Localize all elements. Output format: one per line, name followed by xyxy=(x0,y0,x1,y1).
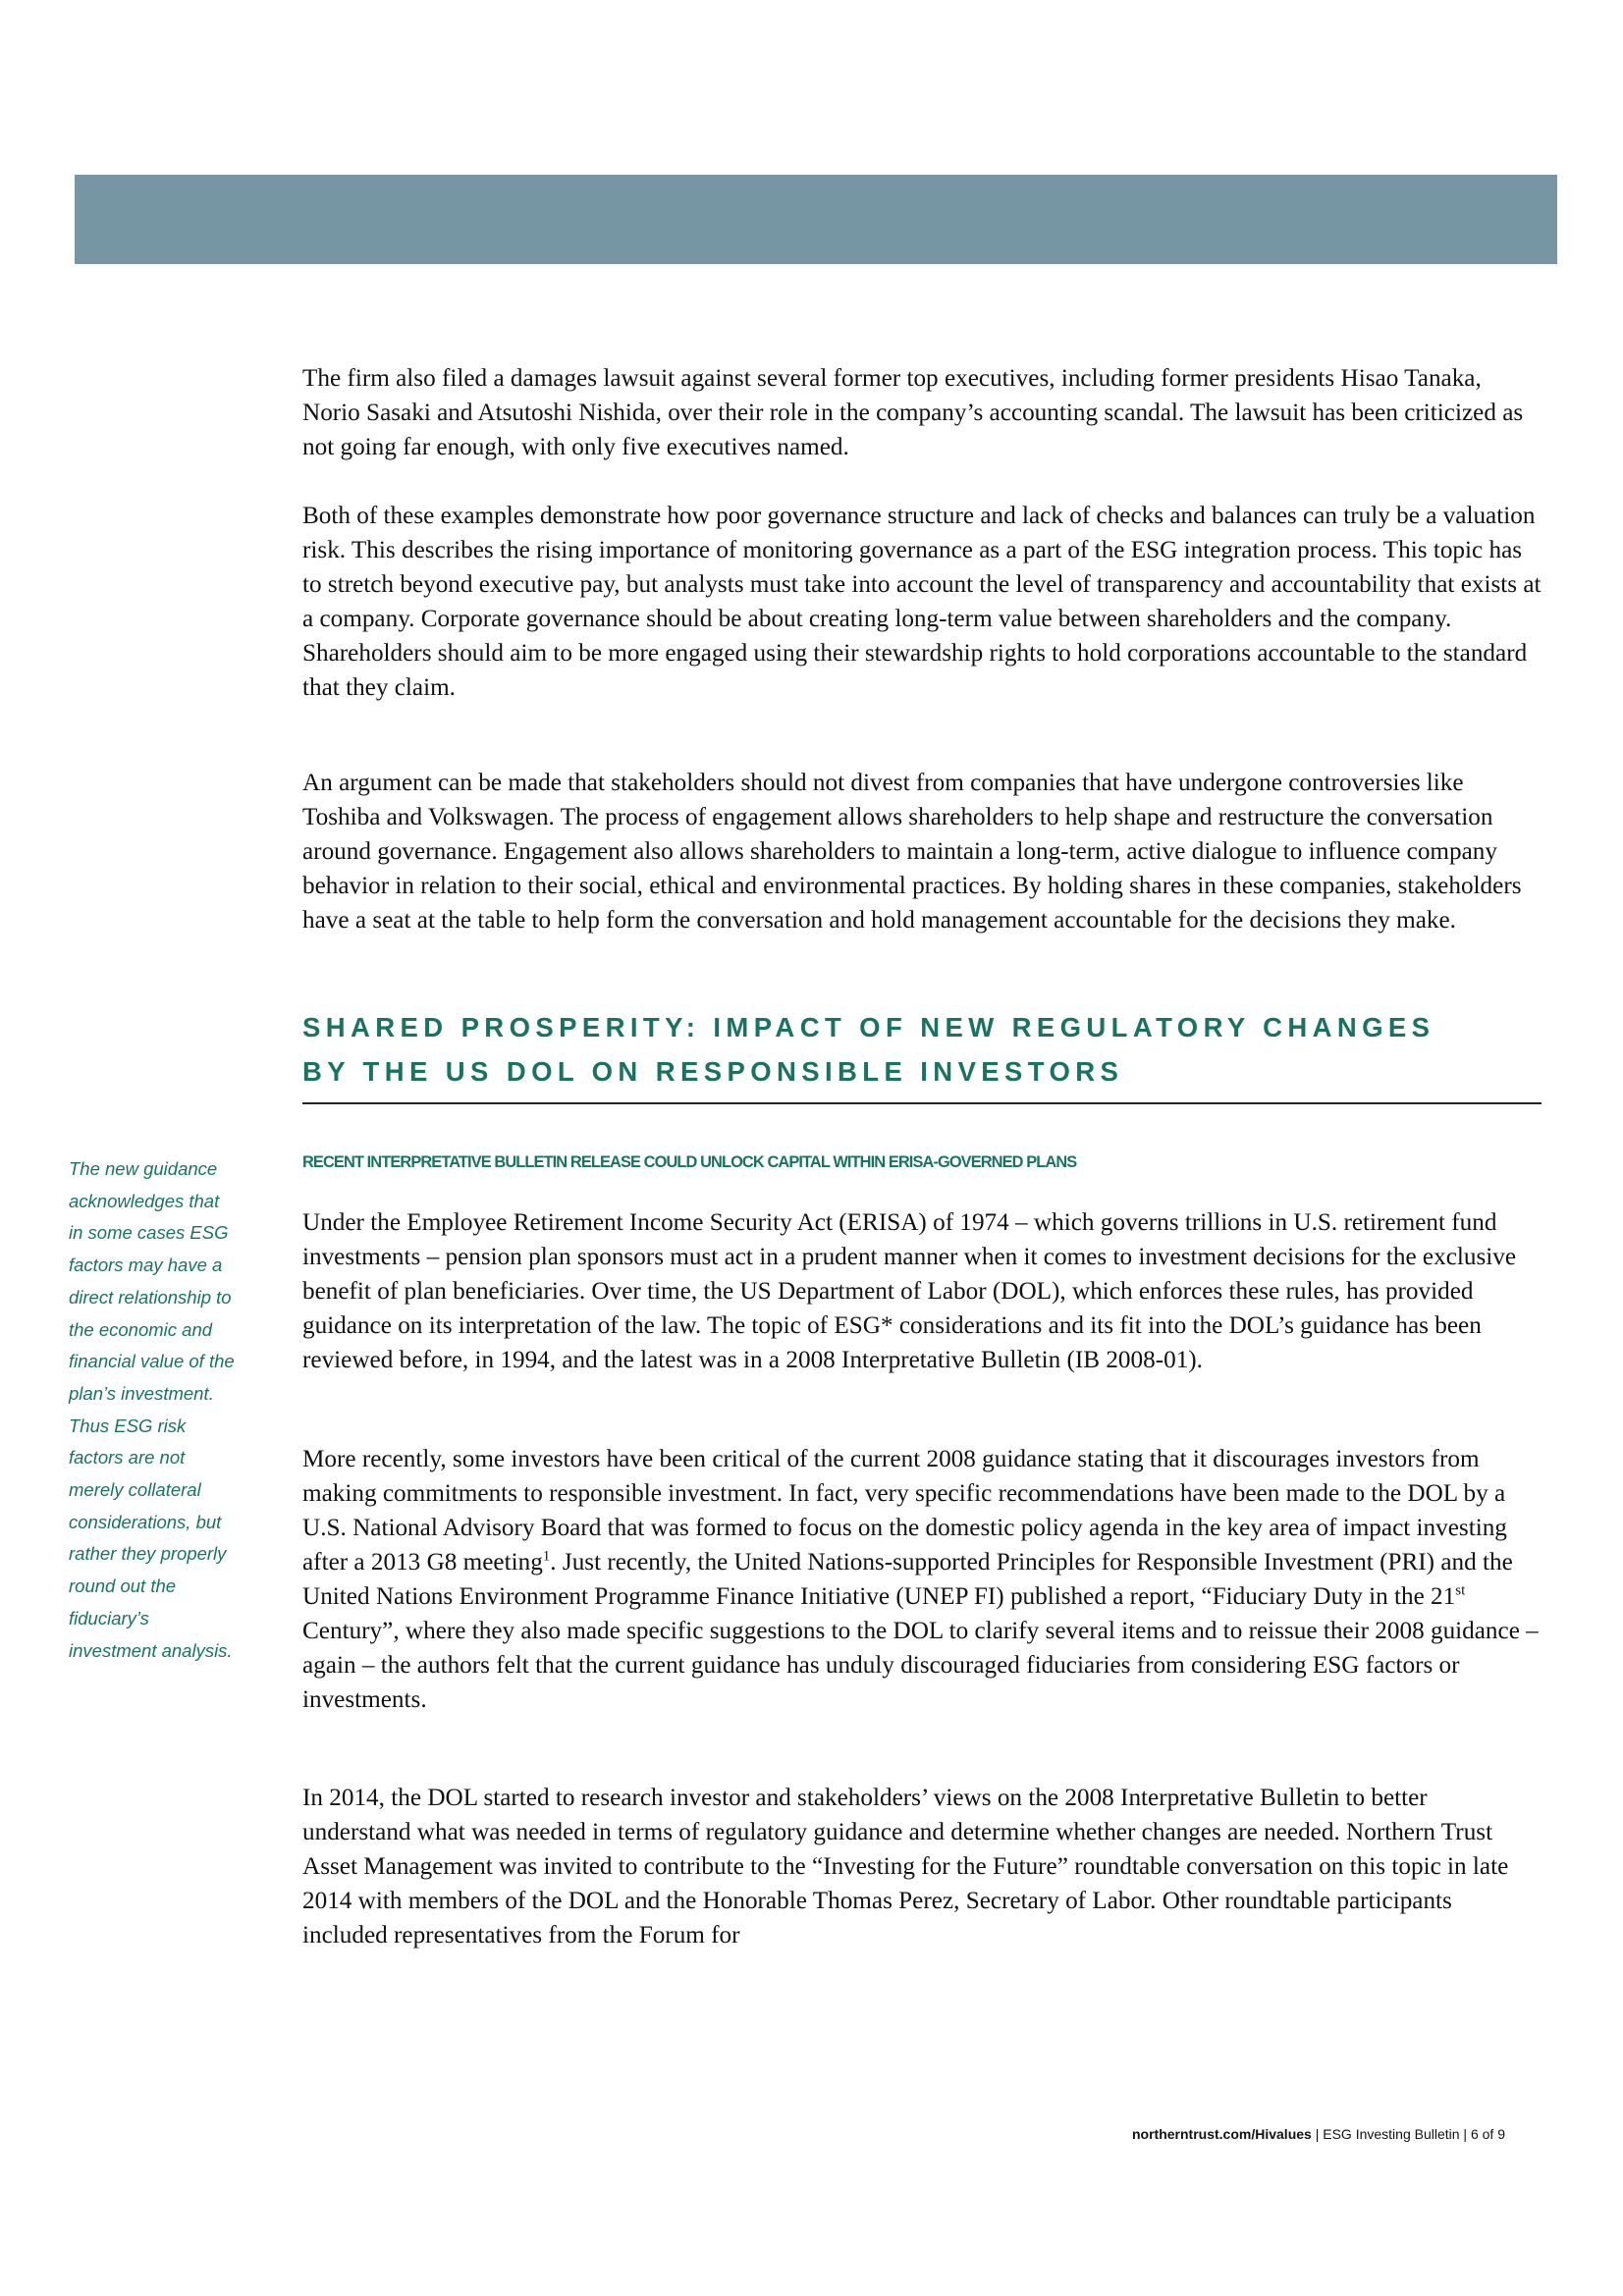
footer-publication: ESG Investing Bulletin xyxy=(1323,2126,1460,2142)
paragraph-text: Century”, where they also made specific suggestions to the DOL to clarify several items and to reissue their 2008 guidance – again – the authors felt that the current guidance has unduly discouraged fiduciaries from considering ESG factors or investments. xyxy=(302,1618,1539,1713)
paragraph-text: . Just recently, the United Nations-supported Principles for Responsible Investment (PRI) and the United Nations Environment Programme Finance Initiative (UNEP FI) published a report, “Fiduciary Duty in the 21 xyxy=(302,1549,1513,1610)
body-paragraph: Under the Employee Retirement Income Security Act (ERISA) of 1974 – which governs trillions in U.S. retirement fund investments – pension plan sponsors must act in a prudent manner when it comes to investment decisions for the exclusive benefit of plan beneficiaries. Over time, the US Department of Labor (DOL), which enforces these rules, has provided guidance on its interpretation of the law. The topic of ESG* considerations and its fit into the DOL’s guidance has been reviewed before, in 1994, and the latest was in a 2008 Interpretative Bulletin (IB 2008-01). xyxy=(302,1209,1517,1373)
body-paragraph: Both of these examples demonstrate how poor governance structure and lack of checks and balances can truly be a valuation risk. This describes the rising importance of monitoring governance as a part of the ESG integration process. This topic has to stretch beyond executive pay, but analysts must take into account the level of transparency and accountability that exists at a company. Corporate governance should be about creating long-term value between shareholders and the company. Shareholders should aim to be more engaged using their stewardship rights to hold corporations accountable to the standard that they claim. xyxy=(302,503,1542,701)
body-paragraph xyxy=(302,1442,1542,1717)
footnote-marker[interactable]: 1 xyxy=(542,1548,551,1565)
section-subheading: RECENT INTERPRETATIVE BULLETIN RELEASE COULD UNLOCK CAPITAL WITHIN ERISA-GOVERNED PLANS xyxy=(302,1153,1077,1171)
footer-separator: | xyxy=(1311,2126,1324,2142)
footer-separator: | xyxy=(1459,2126,1471,2142)
section-heading xyxy=(302,1005,1542,1094)
ordinal-suffix: st xyxy=(1455,1582,1466,1599)
section-heading-line-2: BY THE US DOL ON RESPONSIBLE INVESTORS xyxy=(302,1056,1124,1087)
body-paragraph: In 2014, the DOL started to research investor and stakeholders’ views on the 2008 Interpretative Bulletin to better understand what was needed in terms of regulatory guidance and determine whether changes are needed. Northern Trust Asset Management was invited to contribute to the “Investing for the Future” roundtable conversation on this topic in late 2014 with members of the DOL and the Honorable Thomas Perez, Secretary of Labor. Other roundtable participants included representatives from the Forum for xyxy=(302,1785,1509,1949)
body-paragraph: The firm also filed a damages lawsuit against several former top executives, including former presidents Hisao Tanaka, Norio Sasaki and Atsutoshi Nishida, over their role in the company’s accounting scandal. The lawsuit has been criticized as not going far enough, with only five executives named. xyxy=(302,365,1524,460)
footer-url[interactable]: northerntrust.com/Hivalues xyxy=(1132,2126,1312,2142)
section-divider xyxy=(302,1102,1542,1104)
sidebar-pull-quote: The new guidance acknowledges that in some cases ESG factors may have a direct relationship to the economic and financial value of the plan’s investment. Thus ESG risk factors are not merely collateral considerations, but rather they properly round out the fiduciary’s investment analysis. xyxy=(69,1158,235,1661)
page-footer xyxy=(1132,2124,1505,2144)
body-paragraph: An argument can be made that stakeholders should not divest from companies that have undergone controversies like Toshiba and Volkswagen. The process of engagement allows shareholders to help shape and restructure the conversation around governance. Engagement also allows shareholders to maintain a long-term, active dialogue to influence company behavior in relation to their social, ethical and environmental practices. By holding shares in these companies, stakeholders have a seat at the table to help form the conversation and hold management accountable for the decisions they make. xyxy=(302,770,1522,934)
footer-page-number: 6 of 9 xyxy=(1470,2126,1505,2142)
header-band xyxy=(75,175,1557,264)
paragraph-text: More recently, some investors have been critical of the current 2008 guidance stating that it discourages investors from making commitments to responsible investment. In fact, very specific recommendations have been made to the DOL by a U.S. National Advisory Board that was formed to focus on the domestic policy agenda in the key area of impact investing after a 2013 G8 meeting xyxy=(302,1446,1507,1575)
section-heading-line-1: SHARED PROSPERITY: IMPACT OF NEW REGULATORY CHANGES xyxy=(302,1012,1435,1042)
